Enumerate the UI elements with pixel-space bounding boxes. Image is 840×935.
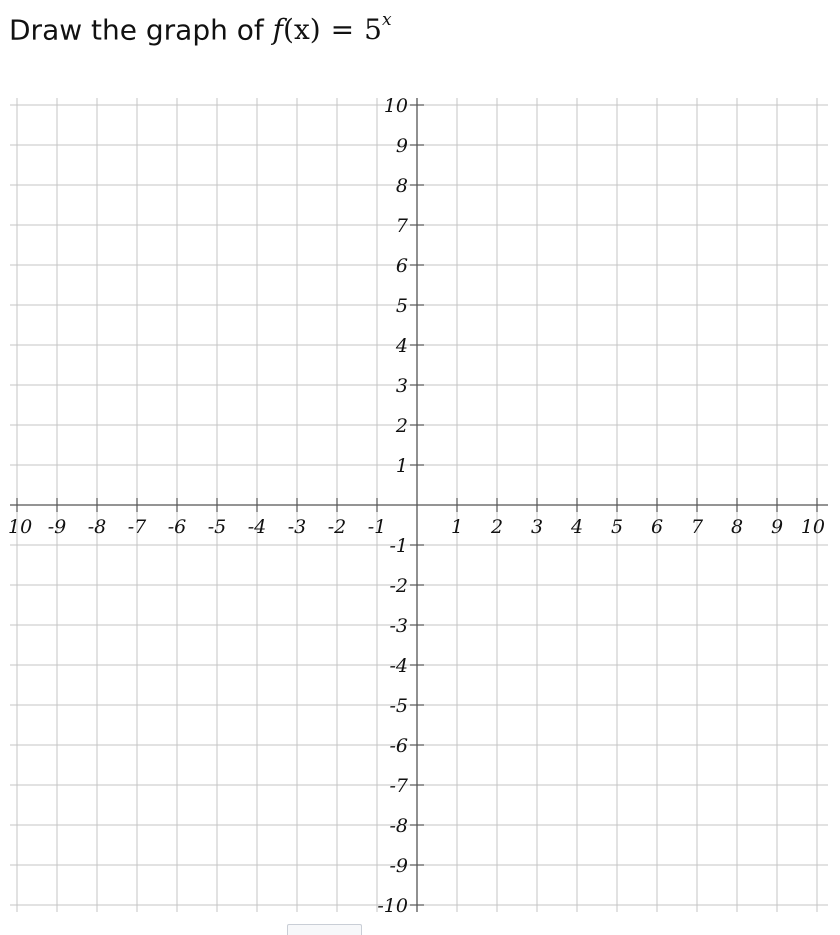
y-tick-label: -9 <box>389 855 408 877</box>
function-name: f <box>272 13 284 47</box>
y-tick-label: -3 <box>389 615 408 637</box>
y-tick-label: 6 <box>395 255 408 277</box>
x-tick-label: -5 <box>207 516 227 538</box>
y-tick-label: -6 <box>389 735 408 757</box>
x-tick-label: 3 <box>530 516 544 538</box>
y-tick-label: -4 <box>389 655 408 677</box>
x-tick-label: 5 <box>610 516 624 538</box>
y-tick-label: -7 <box>389 775 408 797</box>
equals-sign: = <box>330 13 355 47</box>
x-tick-label: -1 <box>367 516 387 538</box>
y-tick-label: 8 <box>395 175 408 197</box>
y-tick-label: -8 <box>389 815 408 837</box>
x-tick-label: 2 <box>490 516 504 538</box>
x-tick-label: 9 <box>770 516 784 538</box>
x-tick-label: 1 <box>450 516 464 538</box>
x-tick-label: -8 <box>87 516 107 538</box>
y-tick-label: 3 <box>395 375 408 397</box>
axes <box>10 98 828 912</box>
y-tick-label: -10 <box>377 895 408 917</box>
y-tick-label: -5 <box>389 695 408 717</box>
y-tick-label: 7 <box>395 215 408 237</box>
x-tick-label: 10 <box>8 516 33 538</box>
y-tick-label: -1 <box>389 535 408 557</box>
x-tick-label: 7 <box>690 516 704 538</box>
y-tick-label: -2 <box>389 575 408 597</box>
function-exponent: x <box>381 10 392 30</box>
y-tick-label: 2 <box>395 415 408 437</box>
x-tick-label: -9 <box>47 516 67 538</box>
y-tick-label: 5 <box>395 295 408 317</box>
x-tick-label: -3 <box>287 516 307 538</box>
prompt-text: Draw the graph of <box>9 13 264 47</box>
x-tick-label: 10 <box>800 516 825 538</box>
y-tick-label: 10 <box>383 95 408 117</box>
x-tick-label: -4 <box>247 516 267 538</box>
function-argument: (x) <box>283 13 321 47</box>
x-tick-label: -2 <box>327 516 347 538</box>
y-tick-label: 1 <box>395 455 408 477</box>
x-tick-label: 6 <box>650 516 664 538</box>
x-tick-label: -7 <box>127 516 147 538</box>
y-tick-label: 4 <box>395 335 408 357</box>
x-tick-label: 8 <box>730 516 744 538</box>
x-tick-label: 4 <box>570 516 584 538</box>
x-tick-label: -6 <box>167 516 187 538</box>
function-base: 5 <box>364 13 382 47</box>
y-tick-label: 9 <box>395 135 408 157</box>
